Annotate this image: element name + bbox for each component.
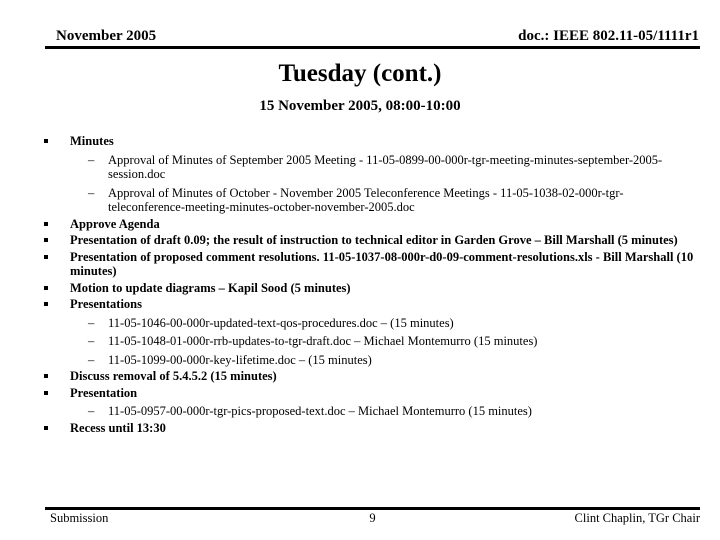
agenda-item (42, 386, 698, 401)
agenda-subitem (42, 153, 698, 182)
dash-bullet-icon: – (88, 185, 95, 200)
agenda-item (42, 281, 698, 296)
slide-title: Tuesday (cont.) (278, 60, 442, 87)
square-bullet-icon (42, 386, 70, 401)
agenda-subitem-text: 11-05-1048-01-000r-rrb-updates-to-tgr-draft.doc – Michael Montemurro (15 minutes) (108, 334, 538, 348)
square-bullet-icon (42, 134, 70, 149)
agenda-subitem (42, 316, 698, 331)
footer-rule (45, 507, 700, 510)
square-bullet-icon (42, 233, 70, 248)
agenda-subitem-text: 11-05-1046-00-000r-updated-text-qos-procedures.doc – (15 minutes) (108, 315, 454, 330)
dash-bullet-icon: – (88, 315, 95, 330)
header-date: November 2005 (56, 28, 157, 44)
dash-bullet-icon: – (88, 334, 95, 348)
footer-submission-label: Submission (50, 511, 109, 525)
agenda-item (42, 250, 698, 279)
agenda-item (42, 421, 698, 436)
dash-bullet-icon: – (88, 352, 95, 367)
agenda-item (42, 134, 698, 149)
footer-author: Clint Chaplin, TGr Chair (574, 511, 700, 525)
agenda-item (42, 369, 698, 384)
square-bullet-icon (42, 421, 70, 436)
agenda-item-text: Minutes (70, 134, 114, 148)
dash-bullet-icon: – (88, 404, 95, 418)
agenda-list (42, 132, 698, 435)
header-doc-number: doc.: IEEE 802.11-05/1111r1 (518, 28, 699, 44)
agenda-subitem-text: Approval of Minutes of September 2005 Meeting - 11-05-0899-00-000r-tgr-meeting-minutes-september-2005-session.doc (108, 152, 663, 181)
agenda-item-text: Motion to update diagrams – Kapil Sood (5 minutes) (70, 280, 351, 295)
square-bullet-icon (42, 297, 70, 312)
agenda-item (42, 217, 698, 232)
agenda-subitem-text: Approval of Minutes of October - November 2005 Teleconference Meetings - 11-05-1038-02-000r-tgr-teleconference-meeting-minutes-october-november-2005.doc (108, 185, 624, 214)
agenda-subitem (42, 353, 698, 368)
agenda-item-text: Presentations (70, 297, 142, 311)
agenda-subitem (42, 404, 698, 419)
footer-page-number: 9 (369, 511, 376, 525)
dash-bullet-icon: – (88, 152, 95, 167)
agenda-item-text: Recess until 13:30 (70, 420, 166, 435)
agenda-item-text: Presentation of proposed comment resolutions. 11-05-1037-08-000r-d0-09-comment-resolutions.xls - Bill Marshall (10 minutes) (70, 249, 694, 278)
header-rule (45, 46, 700, 49)
agenda-subitem-text: 11-05-0957-00-000r-tgr-pics-proposed-text.doc – Michael Montemurro (15 minutes) (108, 404, 532, 418)
agenda-item-text: Approve Agenda (70, 216, 160, 231)
agenda-item-text: Presentation of draft 0.09; the result of instruction to technical editor in Garden Grove – Bill Marshall (5 minutes) (70, 233, 678, 247)
agenda-subitem (42, 186, 698, 215)
slide-subtitle: 15 November 2005, 08:00-10:00 (259, 98, 461, 114)
square-bullet-icon (42, 250, 70, 265)
agenda-subitem-text: 11-05-1099-00-000r-key-lifetime.doc – (15 minutes) (108, 352, 372, 367)
agenda-subitem (42, 334, 698, 349)
agenda-item (42, 233, 698, 248)
agenda-item-text: Presentation (70, 385, 138, 400)
agenda-item (42, 297, 698, 312)
square-bullet-icon (42, 281, 70, 296)
square-bullet-icon (42, 369, 70, 384)
square-bullet-icon (42, 217, 70, 232)
agenda-item-text: Discuss removal of 5.4.5.2 (15 minutes) (70, 369, 277, 383)
